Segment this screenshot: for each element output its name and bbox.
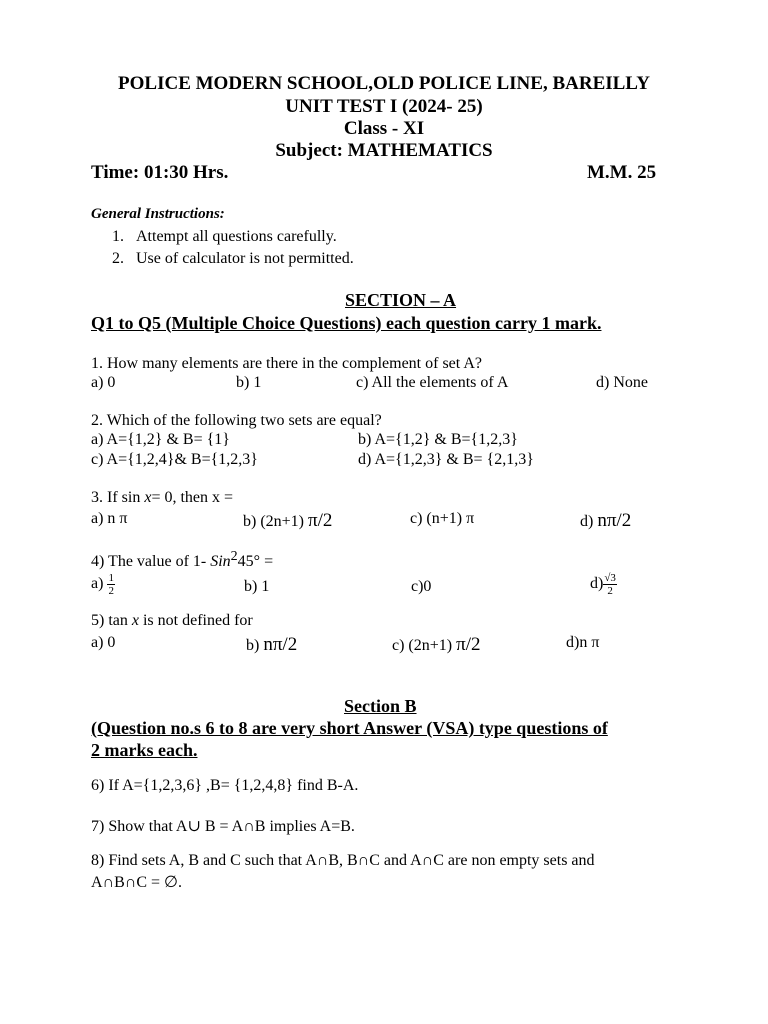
section-b-title: Section B <box>344 696 417 716</box>
option-d: d)n π <box>566 634 600 651</box>
max-marks-label: M.M. 25 <box>587 162 657 183</box>
option-b: b) A={1,2} & B={1,2,3} <box>358 431 518 448</box>
question-6: 6) If A={1,2,3,6} ,B= {1,2,4,8} find B-A. <box>91 777 359 794</box>
option-d: d) None <box>596 374 648 391</box>
question-7: 7) Show that A∪ B = A∩B implies A=B. <box>91 818 355 835</box>
instruction-number: 1. <box>112 228 124 245</box>
fraction: $\frac{√3}{2}$ <box>604 572 616 597</box>
option-a: a) 0 <box>91 374 116 391</box>
option-b: b) nπ/2 <box>246 634 298 655</box>
option-b: b) (2n+1) π/2 <box>243 510 333 531</box>
option-a: a) A={1,2} & B= {1} <box>91 431 230 448</box>
option-d: d) $\frac{√3}{2}$ <box>590 572 616 597</box>
instruction-item: Attempt all questions carefully. <box>136 228 337 245</box>
option-b: b) 1 <box>236 374 262 391</box>
option-b: b) 1 <box>244 578 270 595</box>
instruction-item: Use of calculator is not permitted. <box>136 250 354 267</box>
option-c: c) (n+1) π <box>410 510 475 527</box>
test-title: UNIT TEST I (2024- 25) <box>285 96 483 117</box>
option-d: d) nπ/2 <box>580 510 632 531</box>
option-d: d) A={1,2,3} & B= {2,1,3} <box>358 451 534 468</box>
section-a-subtitle: Q1 to Q5 (Multiple Choice Questions) each question carry 1 mark. <box>91 313 602 333</box>
question-4: 4) The value of 1- Sin245° = <box>91 549 274 570</box>
subject-label: Subject: MATHEMATICS <box>275 140 493 161</box>
section-b-subtitle: (Question no.s 6 to 8 are very short Answer (VSA) type questions of <box>91 718 608 738</box>
instruction-number: 2. <box>112 250 124 267</box>
option-c: c) A={1,2,4}& B={1,2,3} <box>91 451 258 468</box>
fraction: $\frac{1}{2}$ <box>108 572 114 597</box>
section-a-title: SECTION – A <box>345 290 457 310</box>
option-c: c)0 <box>411 578 432 595</box>
class-label: Class - XI <box>343 118 425 139</box>
time-label: Time: 01:30 Hrs. <box>91 162 229 183</box>
question-5: 5) tan x is not defined for <box>91 612 253 629</box>
option-a: a) n π <box>91 510 128 527</box>
question-8-continued: A∩B∩C = ∅. <box>91 874 182 891</box>
option-a: a) $\frac{1}{2}$ <box>91 572 114 597</box>
question-8: 8) Find sets A, B and C such that A∩B, B∩C and A∩C are non empty sets and <box>91 852 595 869</box>
question-2: 2. Which of the following two sets are equal? <box>91 412 382 429</box>
question-3: 3. If sin x= 0, then x = <box>91 489 234 506</box>
section-b-subtitle: 2 marks each. <box>91 740 198 760</box>
question-1: 1. How many elements are there in the complement of set A? <box>91 355 482 372</box>
option-a: a) 0 <box>91 634 116 651</box>
option-c: c) (2n+1) π/2 <box>392 634 481 655</box>
option-c: c) All the elements of A <box>356 374 509 391</box>
instructions-title: General Instructions: <box>91 206 225 222</box>
school-name: POLICE MODERN SCHOOL,OLD POLICE LINE, BAREILLY <box>118 73 650 94</box>
